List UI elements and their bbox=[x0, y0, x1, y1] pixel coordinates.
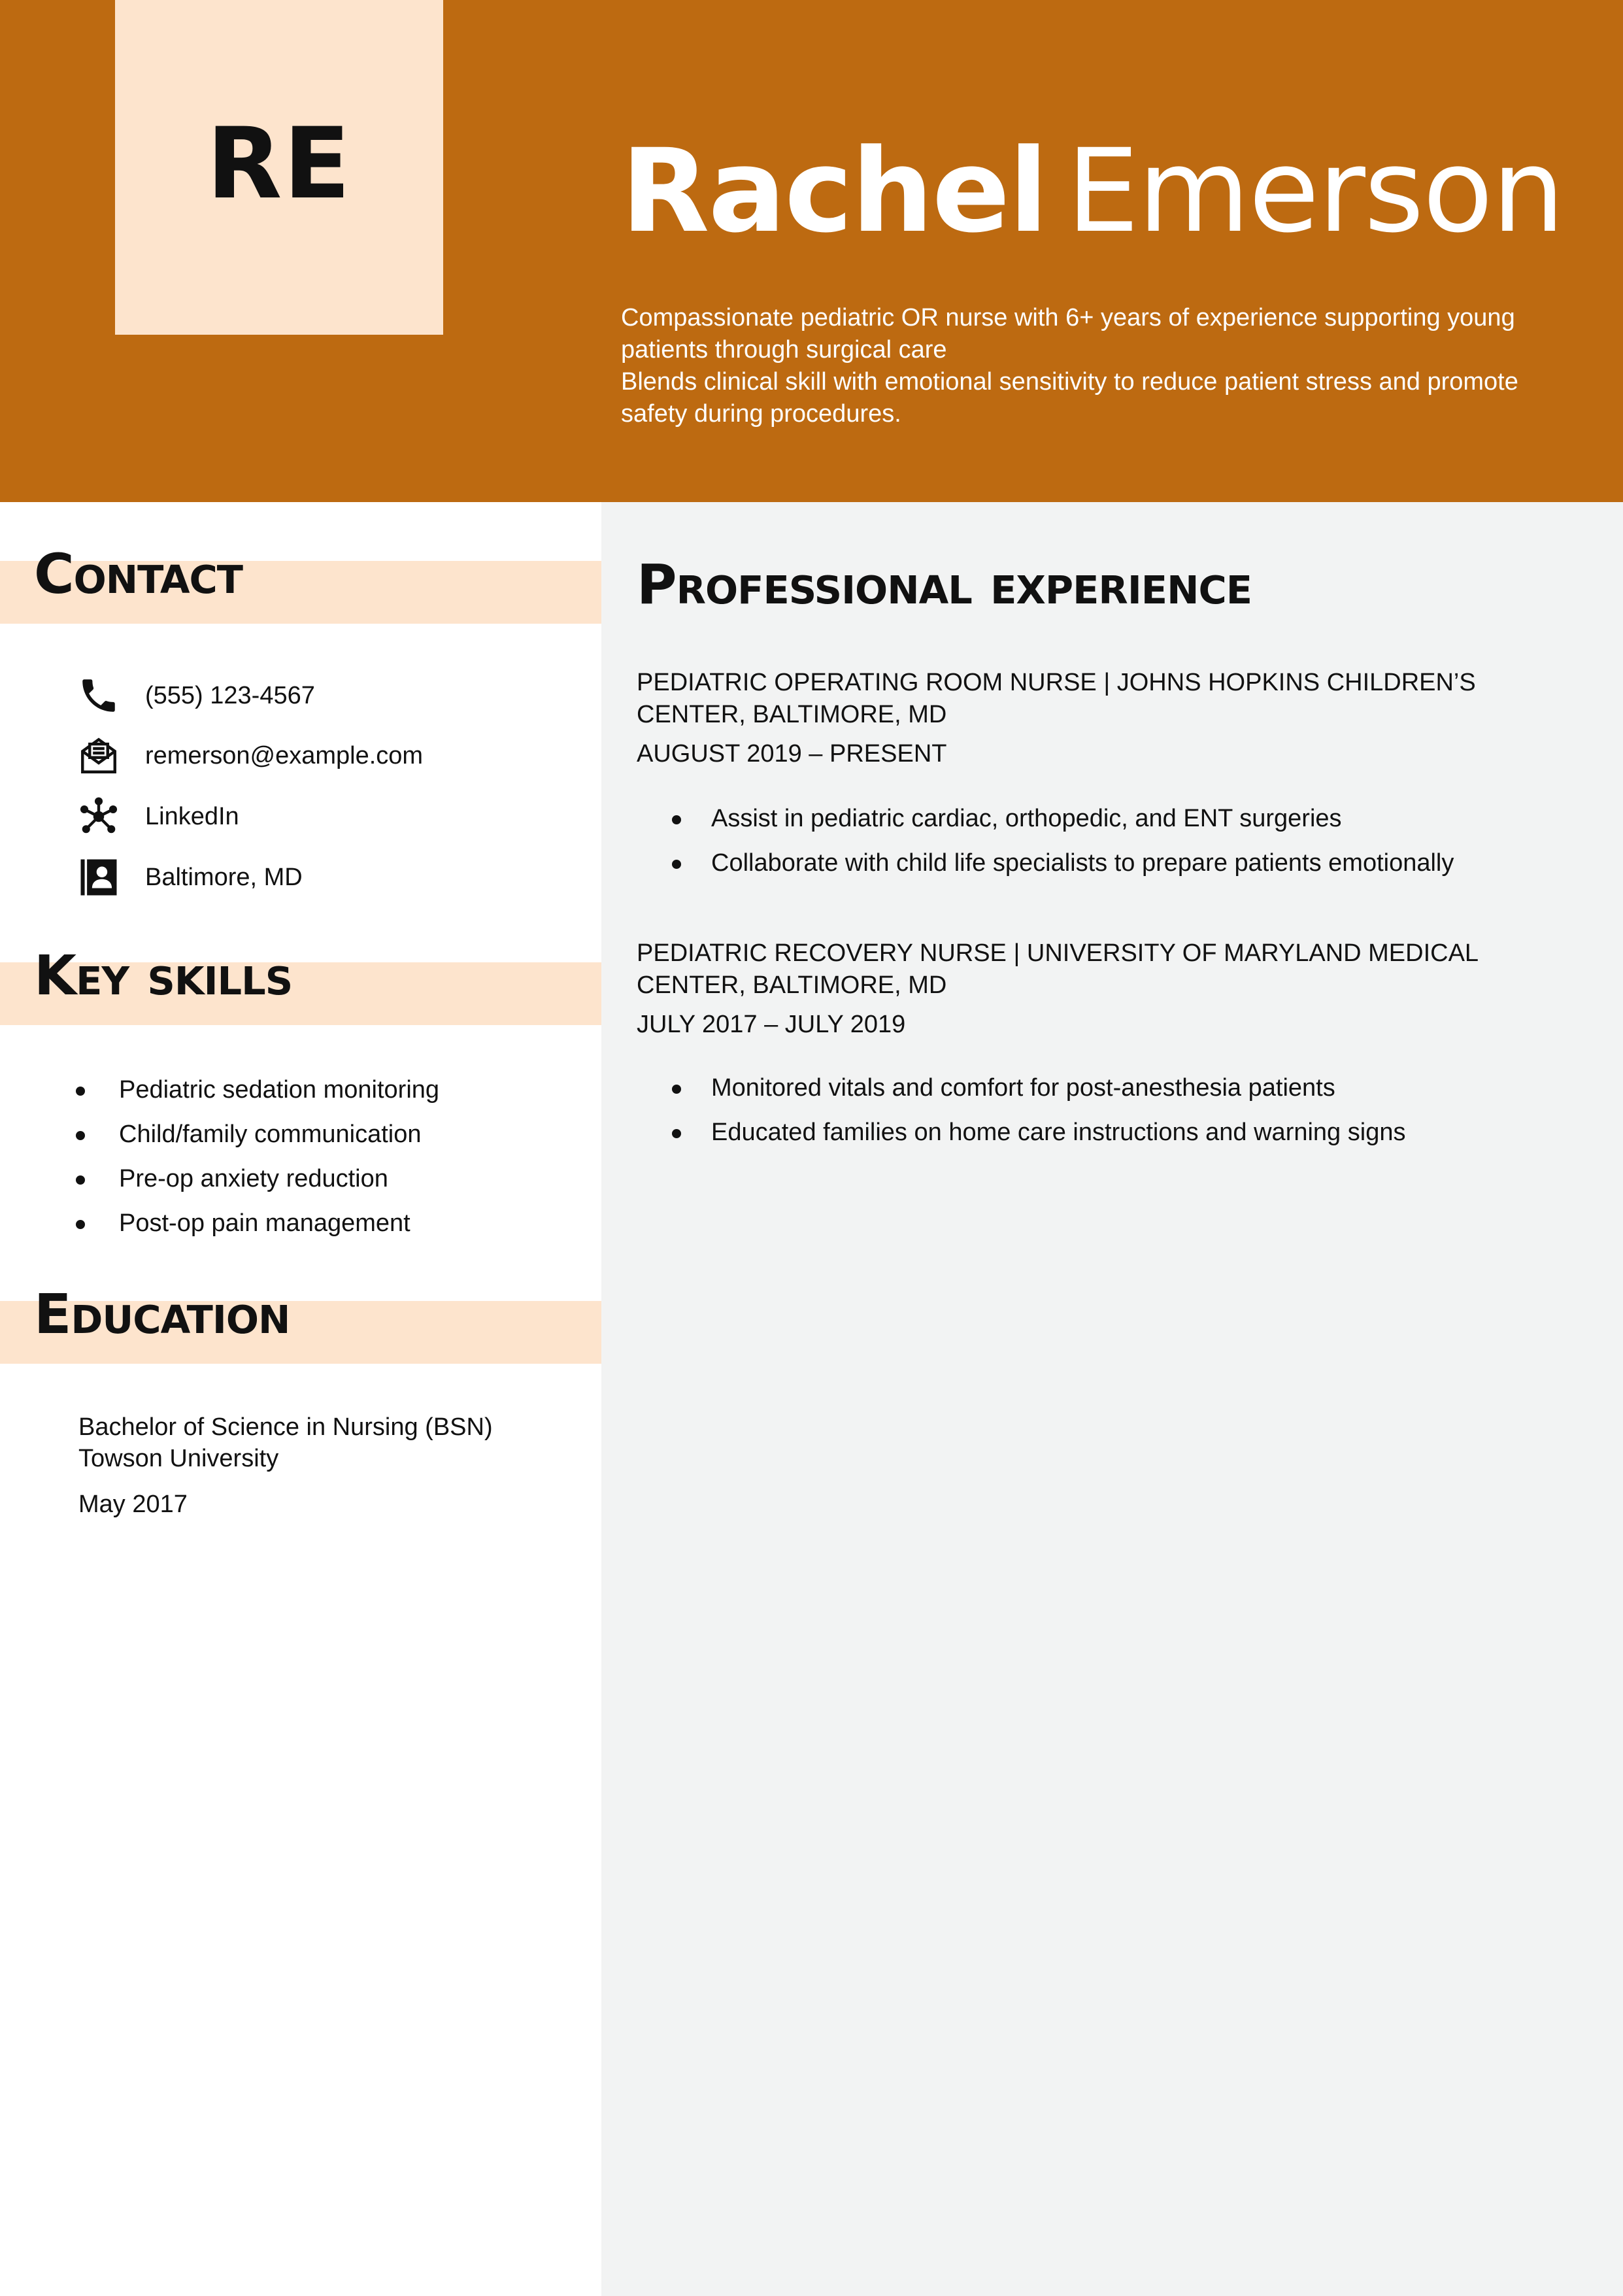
skills-heading: Key skills bbox=[34, 943, 293, 1007]
summary-line: Blends clinical skill with emotional sensitivity to reduce patient stress and promote bbox=[621, 368, 1518, 396]
education-heading: Education bbox=[34, 1282, 290, 1346]
bullet-icon bbox=[76, 1175, 85, 1185]
job-bullet-text: Educated families on home care instructions and warning signs bbox=[711, 1119, 1406, 1146]
job-title-line: PEDIATRIC RECOVERY NURSE | UNIVERSITY OF MARYLAND MEDICAL bbox=[637, 939, 1479, 967]
network-icon bbox=[76, 794, 122, 839]
job-bullets bbox=[672, 1066, 1405, 1155]
monogram: RE bbox=[207, 107, 352, 221]
skill-text: Child/family communication bbox=[119, 1121, 422, 1148]
contact-card-icon bbox=[76, 854, 122, 900]
monogram-box bbox=[115, 0, 443, 335]
skill-text: Pediatric sedation monitoring bbox=[119, 1076, 440, 1104]
contact-email[interactable] bbox=[76, 732, 423, 779]
bullet-icon bbox=[672, 1085, 681, 1094]
skill-text: Pre-op anxiety reduction bbox=[119, 1165, 388, 1192]
bullet-icon bbox=[76, 1131, 85, 1140]
education-school: Towson University bbox=[78, 1445, 279, 1472]
skill-text: Post-op pain management bbox=[119, 1209, 410, 1237]
bullet-icon bbox=[672, 815, 681, 824]
skills-list bbox=[76, 1068, 439, 1245]
education-degree: Bachelor of Science in Nursing (BSN) bbox=[78, 1413, 493, 1441]
job-bullet-text: Collaborate with child life specialists to prepare patients emotionally bbox=[711, 849, 1454, 877]
contact-linkedin[interactable] bbox=[76, 793, 239, 840]
location-text: Baltimore, MD bbox=[145, 863, 303, 891]
envelope-icon bbox=[76, 733, 122, 779]
contact-location[interactable] bbox=[76, 854, 303, 901]
summary-line: patients through surgical care bbox=[621, 336, 947, 363]
job-dates: AUGUST 2019 – PRESENT bbox=[637, 740, 947, 768]
contact-phone[interactable] bbox=[76, 672, 315, 719]
phone-icon bbox=[76, 673, 122, 718]
skill-item bbox=[76, 1156, 439, 1201]
skill-item bbox=[76, 1112, 439, 1156]
job-title-line: CENTER, BALTIMORE, MD bbox=[637, 701, 947, 728]
job-bullet bbox=[672, 1066, 1405, 1110]
right-column bbox=[601, 502, 1623, 2296]
job-bullet bbox=[672, 796, 1454, 841]
job-bullets bbox=[672, 796, 1454, 885]
summary-line: Compassionate pediatric OR nurse with 6+ years of experience supporting young bbox=[621, 304, 1515, 331]
job-title bbox=[637, 667, 1476, 731]
education-date: May 2017 bbox=[78, 1491, 188, 1518]
bullet-icon bbox=[76, 1220, 85, 1229]
bullet-icon bbox=[672, 860, 681, 869]
bullet-icon bbox=[672, 1129, 681, 1138]
email-text: remerson@example.com bbox=[145, 741, 424, 769]
header-banner bbox=[0, 0, 1623, 502]
first-name: Rachel bbox=[621, 124, 1047, 258]
job-title-line: CENTER, BALTIMORE, MD bbox=[637, 971, 947, 999]
job-bullet bbox=[672, 1110, 1405, 1155]
job-bullet bbox=[672, 841, 1454, 885]
job-bullet-text: Monitored vitals and comfort for post-anesthesia patients bbox=[711, 1074, 1335, 1102]
skill-item bbox=[76, 1068, 439, 1112]
bullet-icon bbox=[76, 1087, 85, 1096]
skill-item bbox=[76, 1201, 439, 1245]
job-title bbox=[637, 937, 1479, 1002]
job-bullet-text: Assist in pediatric cardiac, orthopedic, and ENT surgeries bbox=[711, 805, 1342, 832]
profile-summary bbox=[621, 302, 1562, 430]
summary-line: safety during procedures. bbox=[621, 400, 901, 428]
job-dates: JULY 2017 – JULY 2019 bbox=[637, 1011, 906, 1038]
linkedin-text: LinkedIn bbox=[145, 802, 239, 830]
experience-heading: Professional experience bbox=[637, 552, 1252, 616]
phone-text: (555) 123-4567 bbox=[145, 681, 315, 709]
contact-heading: Contact bbox=[34, 542, 243, 606]
last-name: Emerson bbox=[1066, 124, 1564, 258]
job-title-line: PEDIATRIC OPERATING ROOM NURSE | JOHNS HOPKINS CHILDREN’S bbox=[637, 669, 1476, 696]
candidate-name bbox=[621, 124, 1564, 258]
